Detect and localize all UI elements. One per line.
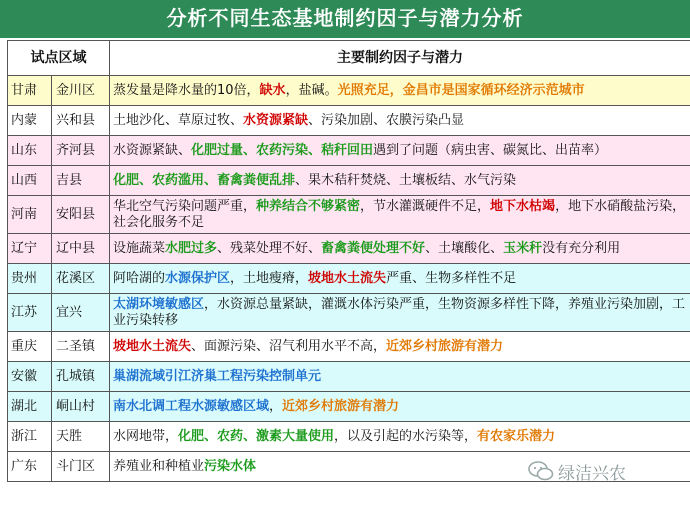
highlight-text: 近郊乡村旅游有潜力 (282, 398, 400, 414)
province-cell: 辽宁 (8, 234, 52, 264)
highlight-text: 坡地水土流失 (113, 338, 192, 354)
province-cell: 湖北 (8, 392, 52, 422)
table-row (8, 392, 690, 422)
highlight-text: 污染水体 (204, 458, 257, 474)
highlight-text: 近郊乡村旅游有潜力 (386, 338, 504, 354)
district-cell: 二圣镇 (52, 332, 110, 362)
province-cell: 重庆 (8, 332, 52, 362)
factor-text: 阿哈湖的 (113, 270, 166, 286)
table-row (8, 234, 690, 264)
table-row (8, 332, 690, 362)
district-cell: 天胜 (52, 422, 110, 452)
factor-cell (110, 106, 690, 136)
factor-cell (110, 136, 690, 166)
factor-text: ，水资源总量紧缺，灌溉水体污染严重，生物资源多样性下降，养殖业污染加剧，工业污染转移 (113, 296, 686, 328)
province-cell: 内蒙 (8, 106, 52, 136)
factor-text: 严重、生物多样性不足 (386, 270, 517, 286)
factor-cell (110, 166, 690, 196)
table-row (8, 294, 690, 332)
table-row (8, 196, 690, 234)
table-row (8, 166, 690, 196)
highlight-text: 化肥、农药、激素大量使用 (178, 428, 335, 444)
factor-cell (110, 264, 690, 294)
factor-text: ，土地瘦瘠， (230, 270, 309, 286)
district-cell: 齐河县 (52, 136, 110, 166)
province-cell: 河南 (8, 196, 52, 234)
factor-text: 遇到了问题（病虫害、碳氮比、出苗率） (373, 142, 608, 158)
province-cell: 贵州 (8, 264, 52, 294)
watermark-text: 绿洁兴农 (558, 463, 626, 484)
highlight-text: 巢湖流域引江济巢工程污染控制单元 (113, 368, 322, 384)
highlight-text: 化肥过量、农药污染、秸秆回田 (191, 142, 374, 158)
highlight-text: 缺水 (259, 82, 286, 98)
province-cell: 广东 (8, 452, 52, 482)
district-cell: 斗门区 (52, 452, 110, 482)
factor-text: 蒸发量是降水量的10倍， (113, 82, 260, 98)
header-main: 主要制约因子与潜力 (110, 41, 690, 76)
factor-cell (110, 422, 690, 452)
factor-text: ，地下水硝酸盐污染，社会化服务不足 (113, 198, 686, 230)
analysis-table (7, 40, 690, 482)
table-header-row (8, 41, 690, 76)
factor-text: 华北空气污染问题严重， (113, 198, 257, 214)
province-cell: 山东 (8, 136, 52, 166)
factor-text: 没有充分利用 (542, 240, 621, 256)
watermark (528, 457, 688, 485)
table-row (8, 362, 690, 392)
factor-text: ，以及引起的水污染等， (334, 428, 478, 444)
highlight-text: 水资源紧缺 (243, 112, 309, 128)
highlight-text: 种养结合不够紧密 (256, 198, 361, 214)
factor-text: 养殖业和种植业 (113, 458, 205, 474)
district-cell: 孔城镇 (52, 362, 110, 392)
province-cell: 江苏 (8, 294, 52, 332)
factor-text: ，盐碱。 (285, 82, 338, 98)
district-cell: 峒山村 (52, 392, 110, 422)
factor-cell (110, 332, 690, 362)
factor-text: 、污染加剧、农膜污染凸显 (308, 112, 465, 128)
factor-cell (110, 76, 690, 106)
highlight-text: 水源保护区 (165, 270, 231, 286)
highlight-text: 化肥、农药滥用、畜禽粪便乱排 (113, 172, 296, 188)
highlight-text: 水肥过多 (165, 240, 218, 256)
factor-text: 水资源紧缺、 (113, 142, 192, 158)
factor-cell (110, 196, 690, 234)
highlight-text: 太湖环境敏感区 (113, 296, 205, 312)
factor-cell (110, 392, 690, 422)
district-cell: 安阳县 (52, 196, 110, 234)
province-cell: 甘肃 (8, 76, 52, 106)
district-cell: 金川区 (52, 76, 110, 106)
factor-cell (110, 294, 690, 332)
wechat-icon (528, 461, 554, 481)
factor-text: 、面源污染、沼气利用水平不高， (191, 338, 387, 354)
province-cell: 安徽 (8, 362, 52, 392)
province-cell: 山西 (8, 166, 52, 196)
table-row (8, 422, 690, 452)
district-cell: 花溪区 (52, 264, 110, 294)
factor-text: 、果木秸秆焚烧、土壤板结、水气污染 (295, 172, 517, 188)
factor-cell (110, 234, 690, 264)
highlight-text: 南水北调工程水源敏感区域 (113, 398, 270, 414)
highlight-text: 光照充足，金昌市是国家循环经济示范城市 (337, 82, 585, 98)
highlight-text: 坡地水土流失 (308, 270, 387, 286)
highlight-text: 玉米秆 (503, 240, 543, 256)
district-cell: 吉县 (52, 166, 110, 196)
factor-text: 土地沙化、草原过牧、 (113, 112, 244, 128)
district-cell: 辽中县 (52, 234, 110, 264)
factor-cell (110, 362, 690, 392)
table-body (8, 76, 690, 482)
factor-text: 水网地带， (113, 428, 179, 444)
table-row (8, 76, 690, 106)
factor-text: ，节水灌溉硬件不足， (360, 198, 491, 214)
table-row (8, 106, 690, 136)
factor-text: ， (269, 398, 283, 414)
header-area: 试点区域 (8, 41, 110, 76)
factor-text: 设施蔬菜 (113, 240, 166, 256)
province-cell: 浙江 (8, 422, 52, 452)
table-row (8, 264, 690, 294)
highlight-text: 地下水枯竭 (490, 198, 556, 214)
table-row (8, 136, 690, 166)
district-cell: 兴和县 (52, 106, 110, 136)
page-title: 分析不同生态基地制约因子与潜力分析 (0, 0, 690, 38)
highlight-text: 有农家乐潜力 (477, 428, 556, 444)
highlight-text: 畜禽粪便处理不好 (321, 240, 426, 256)
factor-text: 、土壤酸化、 (425, 240, 504, 256)
district-cell: 宜兴 (52, 294, 110, 332)
factor-text: 、残菜处理不好、 (217, 240, 322, 256)
